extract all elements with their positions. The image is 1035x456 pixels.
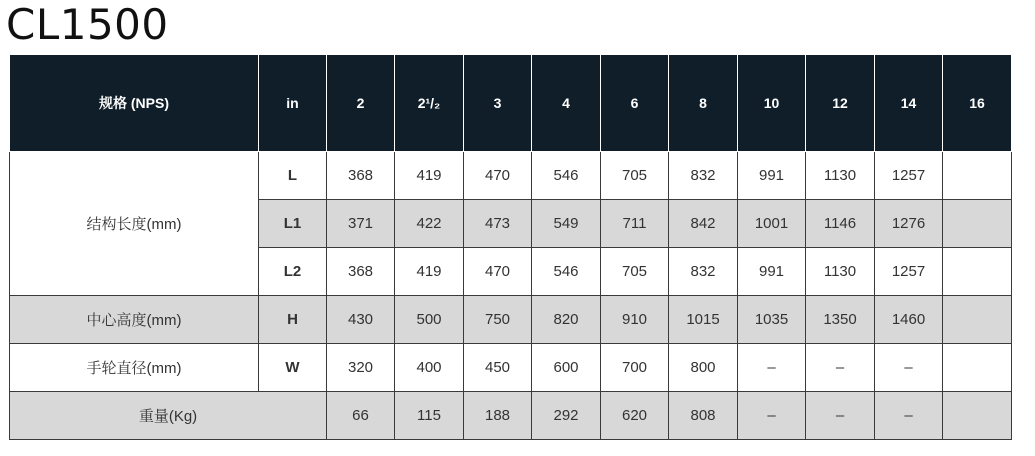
table-row-H (10, 296, 1012, 344)
cell (943, 344, 1012, 392)
cell: 600 (532, 344, 601, 392)
cell: 1350 (806, 296, 875, 344)
cell: – (738, 392, 806, 440)
cell: 842 (669, 200, 738, 248)
cell: 292 (532, 392, 601, 440)
cell: 800 (669, 344, 738, 392)
header-spec-label: 规格 (NPS) (10, 55, 259, 152)
cell: – (875, 344, 943, 392)
cell: 419 (395, 248, 464, 296)
cell: 1001 (738, 200, 806, 248)
cell: 66 (327, 392, 395, 440)
cell: 1130 (806, 248, 875, 296)
cell: 711 (601, 200, 669, 248)
cell (943, 392, 1012, 440)
cell: 115 (395, 392, 464, 440)
symbol-L2: L2 (259, 248, 327, 296)
header-size: 8 (669, 55, 738, 152)
header-size: 10 (738, 55, 806, 152)
cell: 430 (327, 296, 395, 344)
header-unit: in (259, 55, 327, 152)
cell: 500 (395, 296, 464, 344)
length-label: 结构长度(mm) (10, 152, 259, 296)
header-size: 16 (943, 55, 1012, 152)
cell: 750 (464, 296, 532, 344)
cell (943, 200, 1012, 248)
cell: 419 (395, 152, 464, 200)
cell: 620 (601, 392, 669, 440)
cell: 820 (532, 296, 601, 344)
header-size: 3 (464, 55, 532, 152)
cell: 368 (327, 248, 395, 296)
weight-label: 重量(Kg) (10, 392, 327, 440)
header-size: 6 (601, 55, 669, 152)
cell: 1130 (806, 152, 875, 200)
handwheel-label: 手轮直径(mm) (10, 344, 259, 392)
symbol-W: W (259, 344, 327, 392)
cell: 549 (532, 200, 601, 248)
header-size: 2¹/₂ (395, 55, 464, 152)
cell: – (875, 392, 943, 440)
cell (943, 296, 1012, 344)
cell: – (806, 344, 875, 392)
cell: 910 (601, 296, 669, 344)
cell: 705 (601, 248, 669, 296)
header-size: 14 (875, 55, 943, 152)
cell: 832 (669, 152, 738, 200)
table-row-weight (10, 392, 1012, 440)
cell: 470 (464, 152, 532, 200)
cell: 368 (327, 152, 395, 200)
cell: 1257 (875, 152, 943, 200)
spec-table (9, 54, 1012, 440)
cell: 832 (669, 248, 738, 296)
cell: 188 (464, 392, 532, 440)
cell (943, 248, 1012, 296)
cell: 991 (738, 152, 806, 200)
cell: 1015 (669, 296, 738, 344)
cell: 450 (464, 344, 532, 392)
cell: 991 (738, 248, 806, 296)
cell: 470 (464, 248, 532, 296)
cell: 371 (327, 200, 395, 248)
cell: – (806, 392, 875, 440)
symbol-H: H (259, 296, 327, 344)
cell: 473 (464, 200, 532, 248)
cell: 320 (327, 344, 395, 392)
height-label: 中心高度(mm) (10, 296, 259, 344)
header-size: 4 (532, 55, 601, 152)
cell: 1460 (875, 296, 943, 344)
table-row-W (10, 344, 1012, 392)
header-row (10, 55, 1012, 152)
cell: 400 (395, 344, 464, 392)
cell: 422 (395, 200, 464, 248)
symbol-L1: L1 (259, 200, 327, 248)
cell: 1035 (738, 296, 806, 344)
table-row-L (10, 152, 1012, 200)
cell: 705 (601, 152, 669, 200)
page-title: CL1500 (6, 0, 169, 49)
cell: – (738, 344, 806, 392)
cell: 546 (532, 248, 601, 296)
cell: 700 (601, 344, 669, 392)
cell: 808 (669, 392, 738, 440)
cell: 1257 (875, 248, 943, 296)
cell: 546 (532, 152, 601, 200)
symbol-L: L (259, 152, 327, 200)
cell: 1146 (806, 200, 875, 248)
header-size: 2 (327, 55, 395, 152)
header-size: 12 (806, 55, 875, 152)
cell: 1276 (875, 200, 943, 248)
cell (943, 152, 1012, 200)
